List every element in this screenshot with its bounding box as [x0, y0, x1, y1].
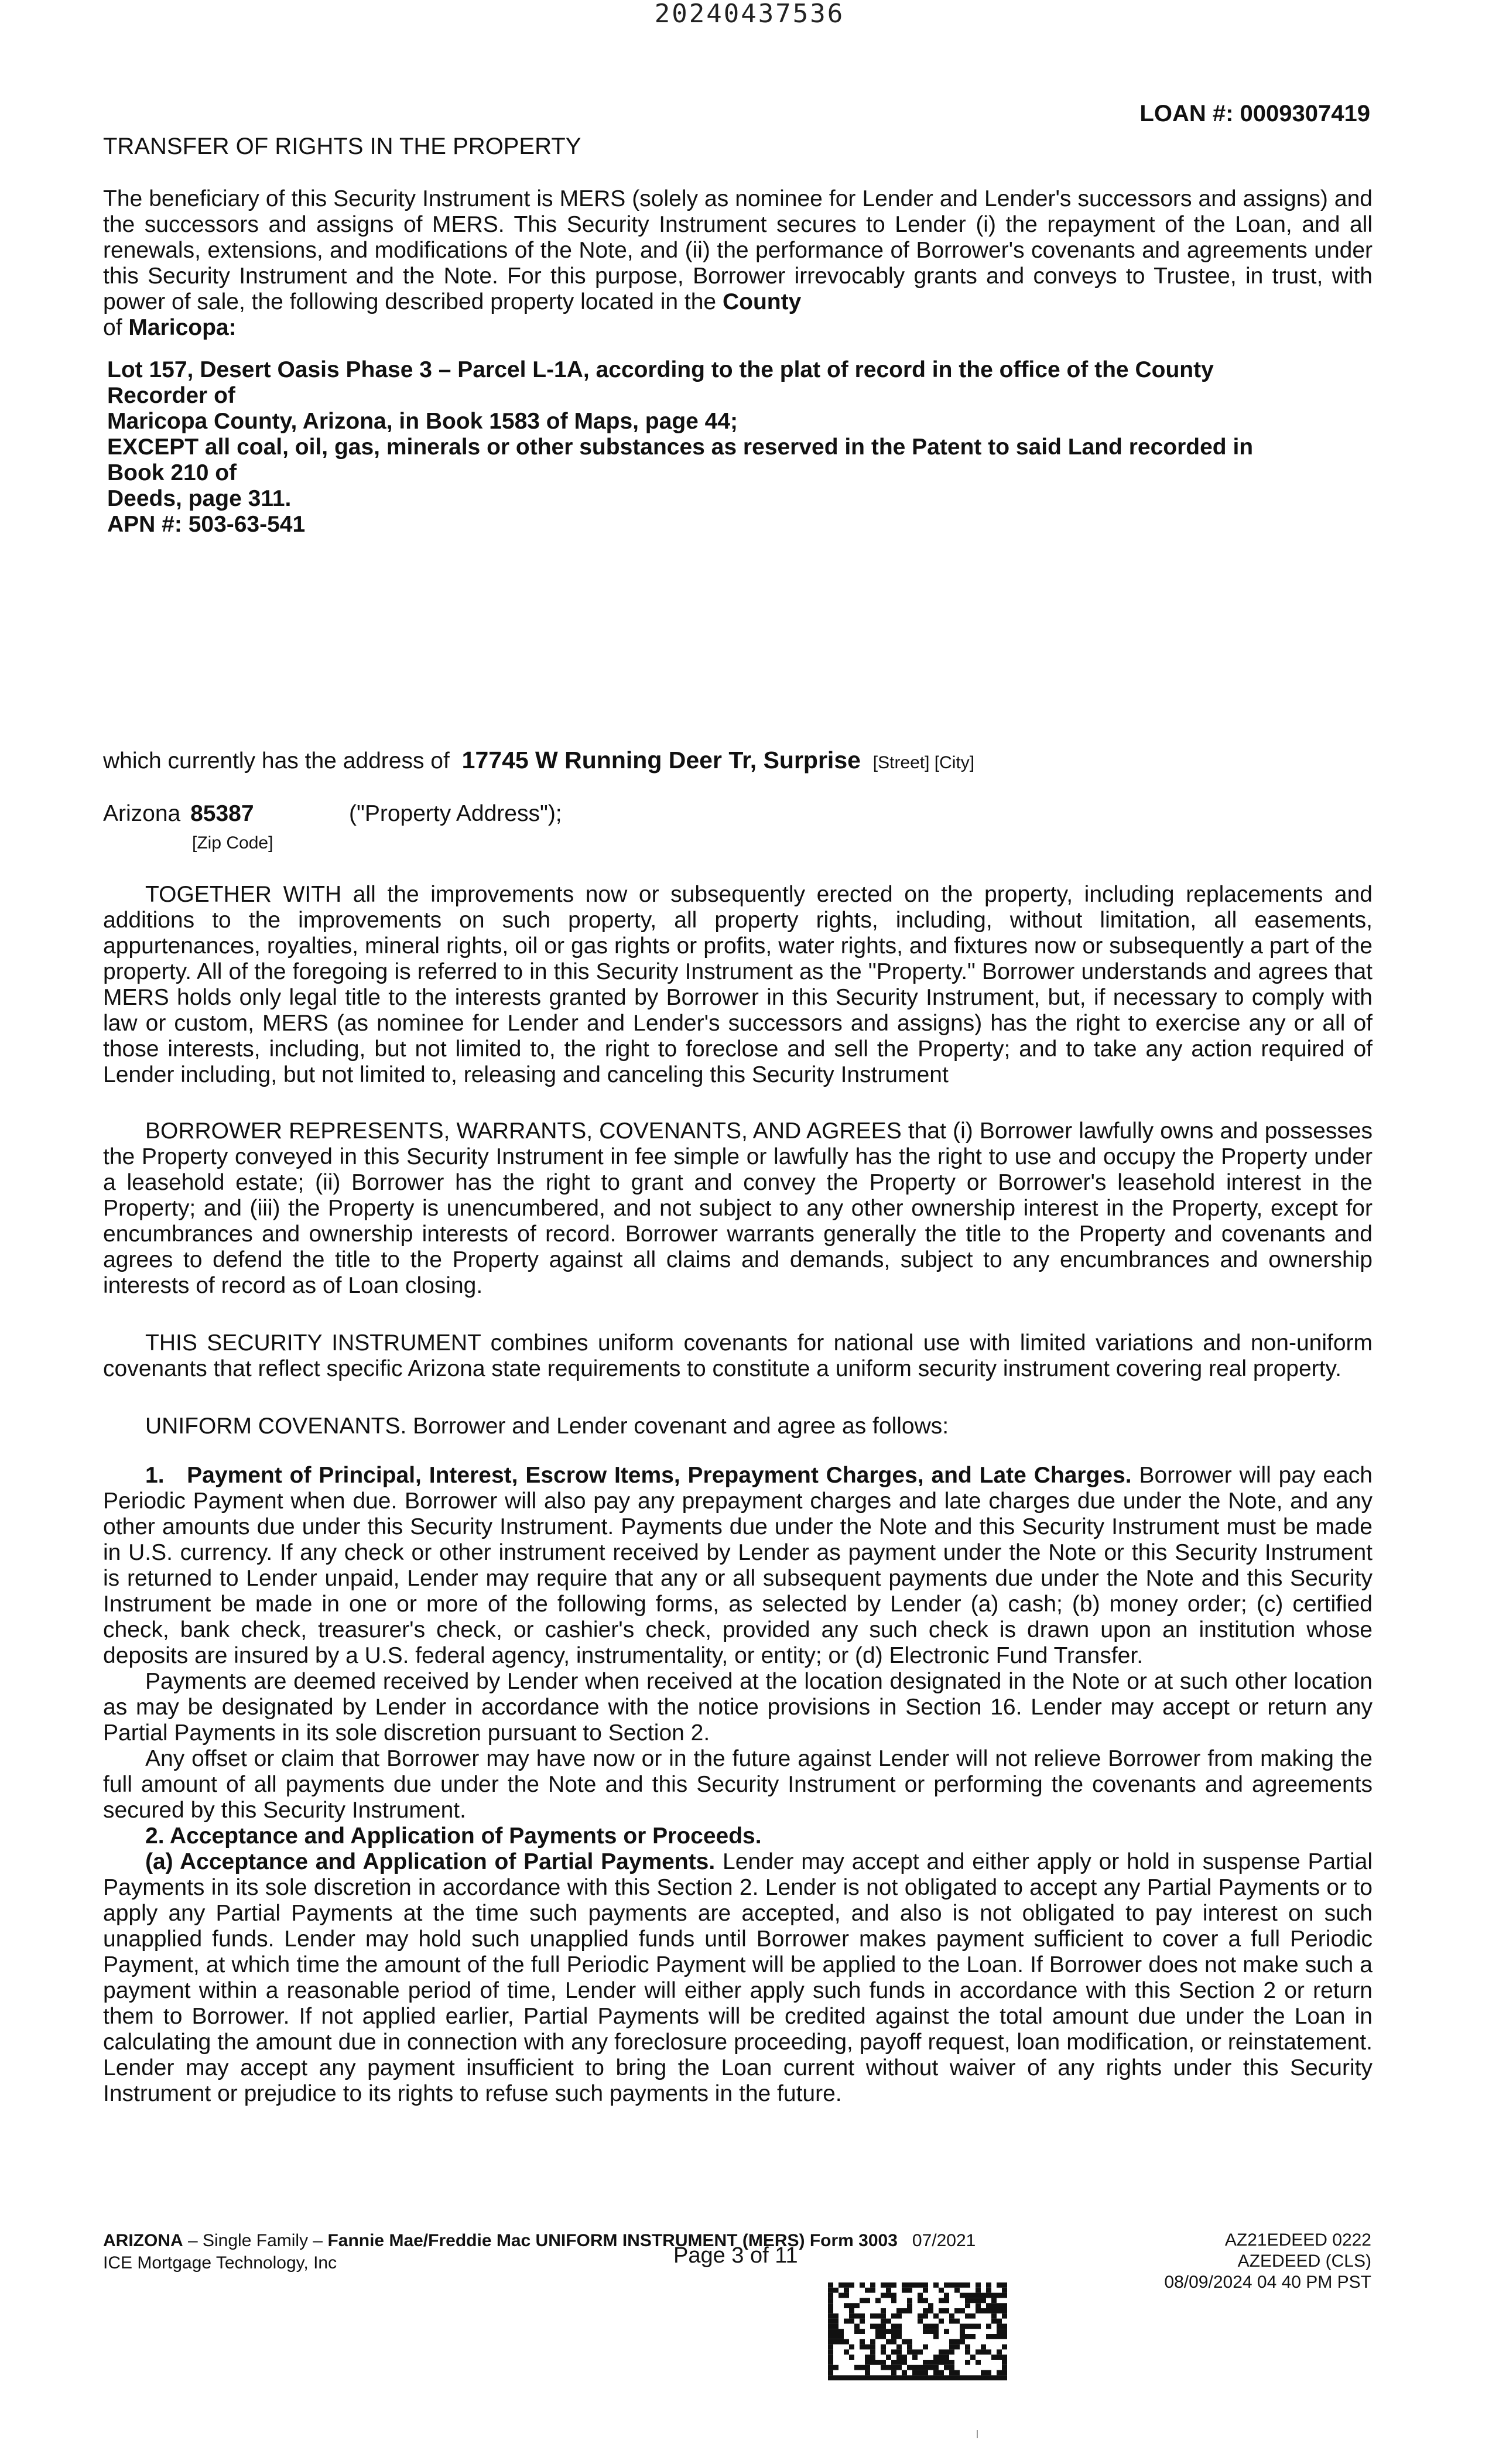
- property-address-label: ("Property Address");: [349, 801, 562, 826]
- scan-mark: [977, 2430, 978, 2438]
- together-with-paragraph: [103, 882, 1373, 1088]
- section-1-title: Payment of Principal, Interest, Escrow Items, Prepayment Charges, and Late Charges.: [187, 1463, 1132, 1488]
- section-2a-text: Lender may accept and either apply or hold in suspense Partial Payments in its sole discretion in accordance with this Section 2. Lender is not obligated to accept any Partial Payments or to apply any Partial Payments at the time such payments are accepted, and also is not obligated to pay interest on such unapplied funds. Lender may hold such unapplied funds until Borrower makes payment sufficient to cover a full Periodic Payment, at which time the amount of the full Periodic Payment will be applied to the Loan. If Borrower does not make such a payment within a reasonable period of time, Lender will either apply such funds in accordance with this Section 2 or return them to Borrower. If not applied earlier, Partial Payments will be credited against the total amount due under the Loan in calculating the amount due in connection with any foreclosure proceeding, payoff request, loan modification, or reinstatement. Lender may accept any payment insufficient to bring the Loan current without waiver of any rights under this Security Instrument or prejudice to its rights to refuse such payments in the future.: [103, 1849, 1373, 2106]
- section-1: [103, 1463, 1373, 2107]
- section-title: TRANSFER OF RIGHTS IN THE PROPERTY: [103, 134, 581, 159]
- legal-line: Recorder of: [107, 383, 235, 408]
- borrower-represents-paragraph: [103, 1118, 1373, 1299]
- legal-line: Deeds, page 311.: [107, 486, 292, 511]
- footer-vendor: ICE Mortgage Technology, Inc: [103, 2253, 337, 2273]
- legal-line: EXCEPT all coal, oil, gas, minerals or other substances as reserved in the Patent to said Land recorded in: [107, 434, 1254, 460]
- loan-number: LOAN #: 0009307419: [1139, 101, 1370, 126]
- address-intro: which currently has the address of: [103, 748, 450, 774]
- section-1-number: 1.: [145, 1463, 165, 1488]
- footer-form-plain: – Single Family –: [183, 2231, 328, 2250]
- zip-code-label: [Zip Code]: [192, 833, 273, 853]
- legal-description: [107, 357, 1377, 538]
- jurisdiction-type: County: [722, 289, 802, 314]
- section-1-text: Borrower will pay each Periodic Payment when due. Borrower will also pay any prepayment charges and late charges due under the Note, and any other amounts due under this Security Instrument. Payments due under the Note and this Security Instrument must be made in U.S. currency. If any check or other instrument received by Lender as payment under the Note or this Security Instrument is returned to Lender unpaid, Lender may require that any or all subsequent payments due under the Note and this Security Instrument be made in one or more of the following forms, as selected by Lender (a) cash; (b) money order; (c) certified check, bank check, treasurer's check, or cashier's check, provided any such check is drawn upon an institution whose deposits are insured by a U.S. federal agency, instrumentality, or entity; or (d) Electronic Fund Transfer.: [103, 1463, 1373, 1668]
- footer-form-date: 07/2021: [912, 2231, 976, 2250]
- uniform-covenants-text: UNIFORM COVENANTS. Borrower and Lender covenant and agree as follows:: [145, 1414, 949, 1439]
- section-1-para-3: Any offset or claim that Borrower may have now or in the future against Lender will not relieve Borrower from making the full amount of all payments due under the Note and this Security Instrument or performing the covenants and agreements secured by this Security Instrument.: [103, 1746, 1373, 1823]
- section-2-heading: 2. Acceptance and Application of Payments or Proceeds.: [145, 1823, 762, 1849]
- barcode-image: [828, 2282, 1007, 2381]
- footer-state: ARIZONA: [103, 2231, 183, 2250]
- street-city: 17745 W Running Deer Tr, Surprise: [461, 747, 861, 774]
- address-line: [103, 747, 974, 776]
- section-1-para-2: Payments are deemed received by Lender when received at the location designated in the Note or at such other location as may be designated by Lender in accordance with the notice provisions in Section 16. Lender may accept or return any Partial Payments in its sole discretion pursuant to Section 2.: [103, 1669, 1373, 1746]
- borrower-represents-text: BORROWER REPRESENTS, WARRANTS, COVENANTS, AND AGREES that (i) Borrower lawfully owns and possesses the Property conveyed in this Security Instrument in fee simple or lawfully has the right to use and occupy the Property under a leasehold estate; (ii) Borrower has the right to grant and convey the Property or Borrower's leasehold interest in the Property; and (iii) the Property is unencumbered, and not subject to any other ownership interest in the Property, except for encumbrances and ownership interests of record. Borrower warrants generally the title to the Property and covenants and agrees to defend the title to the Property against all claims and demands, subject to any encumbrances and ownership interests of record as of Loan closing.: [103, 1118, 1373, 1298]
- section-2a-title: (a) Acceptance and Application of Partial Payments.: [145, 1849, 716, 1874]
- footer-code-2: AZEDEED (CLS): [1237, 2251, 1371, 2271]
- legal-line: Lot 157, Desert Oasis Phase 3 – Parcel L-1A, according to the plat of record in the office of the County: [107, 357, 1214, 382]
- legal-line: Maricopa County, Arizona, in Book 1583 of Maps, page 44;: [107, 409, 738, 434]
- transfer-paragraph: [103, 186, 1373, 341]
- county-name: Maricopa:: [128, 315, 237, 340]
- page-number: Page 3 of 11: [673, 2243, 798, 2268]
- footer-left: [103, 2230, 976, 2274]
- street-city-label: [Street] [City]: [872, 753, 975, 772]
- transfer-text: The beneficiary of this Security Instrument is MERS (solely as nominee for Lender and Lender's successors and assigns) and the successors and assigns of MERS. This Security Instrument secures to Lender (i) the repayment of the Loan, and all renewals, extensions, and modifications of the Note, and (ii) the performance of Borrower's covenants and agreements under this Security Instrument and the Note. For this purpose, Borrower irrevocably grants and conveys to Trustee, in trust, with power of sale, the following described property located in the: [103, 186, 1373, 314]
- together-with-text: TOGETHER WITH all the improvements now or subsequently erected on the property, including replacements and additions to the improvements on such property, all property rights, including, without limitation, all easements, appurtenances, royalties, mineral rights, oil or gas rights or profits, water rights, and fixtures now or subsequently a part of the property. All of the foregoing is referred to in this Security Instrument as the "Property." Borrower understands and agrees that MERS holds only legal title to the interests granted by Borrower in this Security Instrument, but, if necessary to comply with law or custom, MERS (as nominee for Lender and Lender's successors and assigns) has the right to exercise any or all of those interests, including, but not limited to, the right to foreclose and sell the Property; and to take any action required of Lender including, but not limited to, releasing and canceling this Security Instrument: [103, 882, 1373, 1087]
- legal-line: Book 210 of: [107, 460, 237, 485]
- footer-right: [1164, 2230, 1371, 2293]
- state-zip-line: [103, 801, 254, 827]
- recording-number: 20240437536: [654, 0, 845, 29]
- security-instrument-paragraph: [103, 1330, 1373, 1382]
- state: Arizona: [103, 801, 181, 826]
- uniform-covenants-paragraph: [103, 1414, 1373, 1439]
- footer-form-desc: Fannie Mae/Freddie Mac UNIFORM INSTRUMENT (MERS) Form 3003: [327, 2231, 898, 2250]
- legal-line: APN #: 503-63-541: [107, 512, 306, 537]
- of-label: of: [103, 315, 122, 340]
- footer-timestamp: 08/09/2024 04 40 PM PST: [1164, 2273, 1371, 2292]
- security-instrument-text: THIS SECURITY INSTRUMENT combines uniform covenants for national use with limited variations and non-uniform covenants that reflect specific Arizona state requirements to constitute a uniform security instrument covering real property.: [103, 1330, 1373, 1381]
- footer-code-1: AZ21EDEED 0222: [1224, 2230, 1371, 2250]
- zip-code: 85387: [190, 801, 254, 826]
